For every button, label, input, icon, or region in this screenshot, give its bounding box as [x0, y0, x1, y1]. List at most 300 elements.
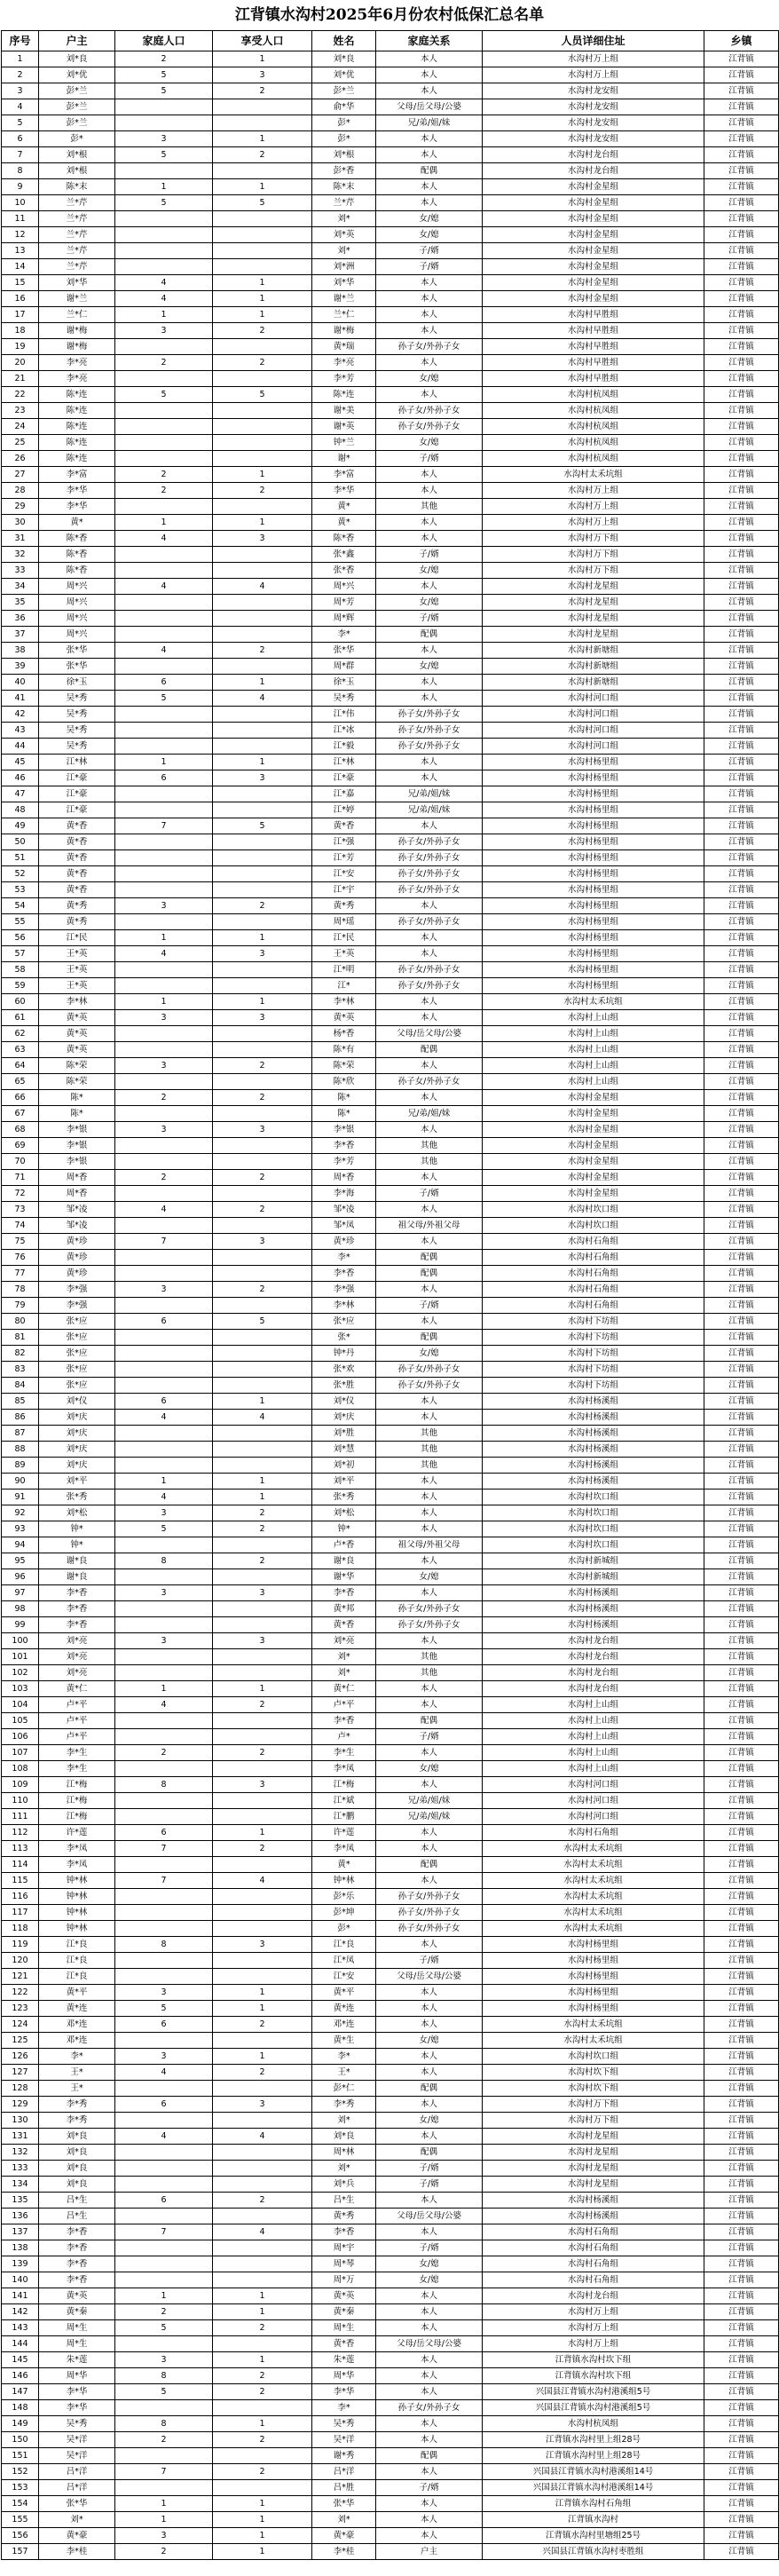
cell-relationship: 子/婿 — [376, 1953, 483, 1969]
cell-index: 103 — [2, 1681, 39, 1697]
cell-beneficiaries — [213, 99, 312, 115]
cell-relationship: 孙子女/外孙子女 — [376, 962, 483, 978]
cell-index: 20 — [2, 355, 39, 371]
table-row — [2, 1745, 779, 1761]
cell-township: 江背镇 — [704, 1202, 779, 1218]
cell-household-size: 1 — [115, 2496, 213, 2512]
cell-address: 水沟村石角组 — [483, 1282, 704, 1298]
cell-address: 水沟村万下组 — [483, 2097, 704, 2113]
table-row — [2, 515, 779, 531]
cell-relationship: 其他 — [376, 1154, 483, 1170]
cell-household-size — [115, 1857, 213, 1873]
cell-name: 兰*芹 — [312, 195, 376, 211]
cell-household-size — [115, 1378, 213, 1394]
cell-relationship: 女/媳 — [376, 659, 483, 675]
cell-name: 周*林 — [312, 2145, 376, 2161]
cell-name: 谢*兰 — [312, 291, 376, 307]
cell-relationship: 配偶 — [376, 163, 483, 179]
cell-township: 江背镇 — [704, 850, 779, 866]
table-row — [2, 1042, 779, 1058]
cell-township: 江背镇 — [704, 1873, 779, 1889]
cell-household-size — [115, 1186, 213, 1202]
cell-householder: 彭*兰 — [39, 99, 115, 115]
cell-name: 黄*秀 — [312, 2209, 376, 2224]
cell-township: 江背镇 — [704, 2033, 779, 2049]
cell-beneficiaries: 2 — [213, 643, 312, 659]
cell-householder: 黄*香 — [39, 818, 115, 834]
cell-household-size: 5 — [115, 147, 213, 163]
cell-address: 水沟村杨里组 — [483, 755, 704, 770]
cell-household-size — [115, 914, 213, 930]
table-row — [2, 2129, 779, 2145]
cell-householder: 黄*秦 — [39, 2304, 115, 2320]
cell-index: 157 — [2, 2544, 39, 2560]
cell-township: 江背镇 — [704, 2448, 779, 2464]
table-row — [2, 2049, 779, 2065]
table-row — [2, 1681, 779, 1697]
cell-index: 15 — [2, 275, 39, 291]
cell-beneficiaries: 1 — [213, 291, 312, 307]
cell-beneficiaries: 1 — [213, 467, 312, 483]
cell-address: 水沟村金星组 — [483, 211, 704, 227]
cell-household-size: 2 — [115, 2304, 213, 2320]
cell-name: 黄*瑞 — [312, 339, 376, 355]
table-row — [2, 818, 779, 834]
cell-township: 江背镇 — [704, 1474, 779, 1489]
cell-index: 105 — [2, 1713, 39, 1729]
table-row — [2, 2336, 779, 2352]
cell-relationship: 本人 — [376, 1489, 483, 1505]
cell-household-size: 6 — [115, 770, 213, 786]
cell-township: 江背镇 — [704, 2129, 779, 2145]
cell-name: 刘*仪 — [312, 1394, 376, 1410]
cell-index: 101 — [2, 1649, 39, 1665]
cell-householder: 李*凤 — [39, 1841, 115, 1857]
cell-beneficiaries: 3 — [213, 946, 312, 962]
cell-household-size: 6 — [115, 1825, 213, 1841]
cell-householder: 黄*香 — [39, 834, 115, 850]
cell-beneficiaries: 2 — [213, 1553, 312, 1569]
cell-beneficiaries: 3 — [213, 770, 312, 786]
cell-relationship: 配偶 — [376, 1042, 483, 1058]
cell-index: 141 — [2, 2288, 39, 2304]
table-row — [2, 1234, 779, 1250]
cell-name: 刘* — [312, 1649, 376, 1665]
cell-household-size: 5 — [115, 2320, 213, 2336]
cell-name: 彭* — [312, 115, 376, 131]
table-row — [2, 659, 779, 675]
cell-household-size — [115, 435, 213, 451]
cell-address: 水沟村龙台组 — [483, 163, 704, 179]
cell-address: 水沟村石角组 — [483, 2224, 704, 2240]
cell-household-size — [115, 371, 213, 387]
cell-household-size — [115, 611, 213, 627]
cell-township: 江背镇 — [704, 739, 779, 755]
cell-householder: 刘*庆 — [39, 1458, 115, 1474]
cell-name: 李*海 — [312, 1186, 376, 1202]
cell-name: 李*桂 — [312, 2544, 376, 2560]
cell-beneficiaries — [213, 1905, 312, 1921]
cell-address: 水沟村太禾坑组 — [483, 2033, 704, 2049]
cell-householder: 吕*洋 — [39, 2480, 115, 2496]
cell-address: 水沟村坎口组 — [483, 1505, 704, 1521]
cell-beneficiaries — [213, 627, 312, 643]
cell-householder: 刘*优 — [39, 67, 115, 83]
cell-householder: 周*生 — [39, 2320, 115, 2336]
cell-index: 25 — [2, 435, 39, 451]
cell-household-size — [115, 403, 213, 419]
cell-householder: 钟*林 — [39, 1905, 115, 1921]
cell-relationship: 子/婿 — [376, 2161, 483, 2177]
cell-name: 邹*凤 — [312, 1218, 376, 1234]
cell-household-size — [115, 563, 213, 579]
cell-index: 46 — [2, 770, 39, 786]
cell-household-size — [115, 1905, 213, 1921]
cell-index: 55 — [2, 914, 39, 930]
cell-township: 江背镇 — [704, 323, 779, 339]
cell-beneficiaries: 2 — [213, 1202, 312, 1218]
cell-relationship: 女/媳 — [376, 2272, 483, 2288]
cell-address: 水沟村下坊组 — [483, 1346, 704, 1362]
cell-relationship: 子/婿 — [376, 243, 483, 259]
cell-household-size: 8 — [115, 1937, 213, 1953]
cell-township: 江背镇 — [704, 707, 779, 723]
cell-beneficiaries — [213, 786, 312, 802]
table-row — [2, 1410, 779, 1426]
cell-householder: 刘* — [39, 2512, 115, 2528]
cell-name: 李*林 — [312, 994, 376, 1010]
cell-beneficiaries — [213, 547, 312, 563]
cell-address: 水沟村上山组 — [483, 1026, 704, 1042]
cell-index: 113 — [2, 1841, 39, 1857]
cell-beneficiaries: 4 — [213, 1410, 312, 1426]
cell-index: 146 — [2, 2368, 39, 2384]
cell-household-size — [115, 962, 213, 978]
cell-beneficiaries — [213, 978, 312, 994]
cell-name: 刘*良 — [312, 51, 376, 67]
cell-address: 水沟村金星组 — [483, 275, 704, 291]
cell-address: 水沟村杨里组 — [483, 786, 704, 802]
cell-name: 谢*梅 — [312, 323, 376, 339]
cell-beneficiaries: 3 — [213, 1937, 312, 1953]
cell-township: 江背镇 — [704, 387, 779, 403]
cell-township: 江背镇 — [704, 930, 779, 946]
cell-relationship: 女/媳 — [376, 435, 483, 451]
cell-relationship: 本人 — [376, 179, 483, 195]
cell-address: 水沟村杨里组 — [483, 770, 704, 786]
cell-township: 江背镇 — [704, 1489, 779, 1505]
cell-address: 水沟村龙星组 — [483, 579, 704, 595]
table-row — [2, 691, 779, 707]
cell-household-size: 7 — [115, 1841, 213, 1857]
cell-relationship: 父母/岳父母/公婆 — [376, 1969, 483, 1985]
cell-index: 133 — [2, 2161, 39, 2177]
cell-index: 30 — [2, 515, 39, 531]
cell-relationship: 子/婿 — [376, 2177, 483, 2193]
cell-household-size — [115, 1617, 213, 1633]
cell-householder: 钟*林 — [39, 1873, 115, 1889]
cell-relationship: 孙子女/外孙子女 — [376, 2400, 483, 2416]
table-row — [2, 1601, 779, 1617]
table-row — [2, 2512, 779, 2528]
cell-name: 张*秀 — [312, 1489, 376, 1505]
cell-relationship: 本人 — [376, 579, 483, 595]
cell-name: 李* — [312, 627, 376, 643]
cell-index: 11 — [2, 211, 39, 227]
cell-householder: 陈*香 — [39, 547, 115, 563]
table-row — [2, 1649, 779, 1665]
cell-address: 水沟村杨里组 — [483, 978, 704, 994]
table-row — [2, 67, 779, 83]
cell-householder: 李*强 — [39, 1298, 115, 1314]
cell-householder: 李*桂 — [39, 2544, 115, 2560]
cell-name: 彭*兰 — [312, 83, 376, 99]
cell-name: 钟* — [312, 1521, 376, 1537]
cell-address: 水沟村万上组 — [483, 2304, 704, 2320]
cell-index: 108 — [2, 1761, 39, 1777]
cell-household-size — [115, 723, 213, 739]
table-row — [2, 1985, 779, 2001]
table-row — [2, 2177, 779, 2193]
cell-township: 江背镇 — [704, 291, 779, 307]
cell-household-size — [115, 1713, 213, 1729]
cell-address: 水沟村万下组 — [483, 531, 704, 547]
cell-relationship: 本人 — [376, 67, 483, 83]
cell-household-size — [115, 451, 213, 467]
table-row — [2, 419, 779, 435]
cell-name: 刘* — [312, 211, 376, 227]
table-row — [2, 1969, 779, 1985]
cell-household-size: 2 — [115, 1745, 213, 1761]
cell-household-size: 6 — [115, 675, 213, 691]
cell-address: 水沟村石角组 — [483, 1234, 704, 1250]
cell-index: 98 — [2, 1601, 39, 1617]
cell-household-size — [115, 227, 213, 243]
cell-township: 江背镇 — [704, 1042, 779, 1058]
cell-name: 周*琴 — [312, 2256, 376, 2272]
cell-township: 江背镇 — [704, 2209, 779, 2224]
cell-beneficiaries — [213, 1953, 312, 1969]
cell-index: 59 — [2, 978, 39, 994]
cell-householder: 江*梅 — [39, 1793, 115, 1809]
cell-householder: 张*应 — [39, 1346, 115, 1362]
cell-householder: 王*英 — [39, 962, 115, 978]
cell-relationship: 孙子女/外孙子女 — [376, 723, 483, 739]
table-row — [2, 786, 779, 802]
table-row — [2, 1841, 779, 1857]
cell-relationship: 孙子女/外孙子女 — [376, 882, 483, 898]
cell-beneficiaries — [213, 739, 312, 755]
cell-household-size: 7 — [115, 818, 213, 834]
cell-household-size: 6 — [115, 2097, 213, 2113]
cell-name: 李* — [312, 1250, 376, 1266]
cell-address: 水沟村下坊组 — [483, 1378, 704, 1394]
cell-householder: 邓*连 — [39, 2033, 115, 2049]
cell-beneficiaries — [213, 2400, 312, 2416]
cell-household-size: 1 — [115, 1681, 213, 1697]
table-row — [2, 770, 779, 786]
cell-address: 水沟村太禾坑组 — [483, 1873, 704, 1889]
cell-beneficiaries: 2 — [213, 1058, 312, 1074]
cell-township: 江背镇 — [704, 99, 779, 115]
cell-township: 江背镇 — [704, 1298, 779, 1314]
cell-township: 江背镇 — [704, 1905, 779, 1921]
cell-relationship: 女/媳 — [376, 371, 483, 387]
cell-relationship: 本人 — [376, 1937, 483, 1953]
cell-household-size — [115, 1665, 213, 1681]
cell-township: 江背镇 — [704, 1649, 779, 1665]
cell-address: 水沟村杨里组 — [483, 1937, 704, 1953]
cell-householder: 兰*芹 — [39, 259, 115, 275]
cell-household-size — [115, 866, 213, 882]
table-row — [2, 675, 779, 691]
cell-township: 江背镇 — [704, 2416, 779, 2432]
cell-beneficiaries — [213, 2256, 312, 2272]
cell-township: 江背镇 — [704, 1218, 779, 1234]
cell-township: 江背镇 — [704, 1282, 779, 1298]
cell-relationship: 本人 — [376, 275, 483, 291]
cell-householder: 江*豪 — [39, 802, 115, 818]
cell-index: 122 — [2, 1985, 39, 2001]
table-row — [2, 627, 779, 643]
table-row — [2, 1873, 779, 1889]
cell-beneficiaries: 2 — [213, 898, 312, 914]
roster-table — [1, 30, 779, 2560]
cell-householder: 王*英 — [39, 946, 115, 962]
cell-index: 87 — [2, 1426, 39, 1442]
cell-relationship: 本人 — [376, 1585, 483, 1601]
cell-relationship: 父母/岳父母/公婆 — [376, 99, 483, 115]
cell-name: 江*宇 — [312, 882, 376, 898]
cell-index: 79 — [2, 1298, 39, 1314]
cell-relationship: 其他 — [376, 1138, 483, 1154]
cell-address: 水沟村杭凤组 — [483, 451, 704, 467]
cell-address: 兴国县江背镇水沟村枣胜组 — [483, 2544, 704, 2560]
cell-relationship: 本人 — [376, 2512, 483, 2528]
cell-household-size: 8 — [115, 1553, 213, 1569]
cell-householder: 李*凤 — [39, 1857, 115, 1873]
cell-name: 江*豪 — [312, 770, 376, 786]
cell-township: 江背镇 — [704, 627, 779, 643]
cell-beneficiaries — [213, 1154, 312, 1170]
header-beneficiaries: 享受人口 — [213, 31, 312, 51]
table-row — [2, 1569, 779, 1585]
cell-township: 江背镇 — [704, 1010, 779, 1026]
cell-householder: 周*兴 — [39, 595, 115, 611]
cell-name: 李*凤 — [312, 1761, 376, 1777]
cell-relationship: 本人 — [376, 1505, 483, 1521]
cell-index: 118 — [2, 1921, 39, 1937]
cell-index: 35 — [2, 595, 39, 611]
cell-name: 周*生 — [312, 2320, 376, 2336]
table-row — [2, 563, 779, 579]
cell-beneficiaries — [213, 1186, 312, 1202]
table-row — [2, 1889, 779, 1905]
cell-name: 李*华 — [312, 2384, 376, 2400]
cell-name: 卢* — [312, 1729, 376, 1745]
cell-beneficiaries: 3 — [213, 1122, 312, 1138]
cell-household-size — [115, 802, 213, 818]
table-row — [2, 2145, 779, 2161]
cell-name: 陈*荣 — [312, 1058, 376, 1074]
cell-address: 水沟村上山组 — [483, 1713, 704, 1729]
cell-name: 王*英 — [312, 946, 376, 962]
cell-relationship: 其他 — [376, 1442, 483, 1458]
cell-address: 水沟村上山组 — [483, 1010, 704, 1026]
cell-beneficiaries: 1 — [213, 930, 312, 946]
cell-relationship: 女/媳 — [376, 1346, 483, 1362]
cell-householder: 钟*林 — [39, 1889, 115, 1905]
cell-name: 李*秀 — [312, 2097, 376, 2113]
cell-householder: 谢*良 — [39, 1553, 115, 1569]
cell-name: 陈*连 — [312, 387, 376, 403]
table-row — [2, 1537, 779, 1553]
cell-address: 水沟村新塘组 — [483, 659, 704, 675]
cell-name: 俞*华 — [312, 99, 376, 115]
cell-relationship: 子/婿 — [376, 1298, 483, 1314]
cell-address: 水沟村杨里组 — [483, 2001, 704, 2017]
cell-name: 张* — [312, 1330, 376, 1346]
cell-name: 刘*胜 — [312, 1426, 376, 1442]
cell-township: 江背镇 — [704, 2081, 779, 2097]
cell-relationship: 本人 — [376, 83, 483, 99]
cell-index: 121 — [2, 1969, 39, 1985]
table-row — [2, 99, 779, 115]
cell-beneficiaries — [213, 1138, 312, 1154]
cell-beneficiaries — [213, 2448, 312, 2464]
cell-index: 63 — [2, 1042, 39, 1058]
cell-beneficiaries: 1 — [213, 1394, 312, 1410]
cell-relationship: 孙子女/外孙子女 — [376, 1921, 483, 1937]
cell-address: 水沟村新塘组 — [483, 643, 704, 659]
cell-householder: 陈*末 — [39, 179, 115, 195]
cell-index: 138 — [2, 2240, 39, 2256]
cell-household-size — [115, 595, 213, 611]
cell-name: 江*安 — [312, 1969, 376, 1985]
table-row — [2, 1106, 779, 1122]
cell-household-size: 5 — [115, 195, 213, 211]
cell-address: 水沟村河口组 — [483, 707, 704, 723]
cell-householder: 黄*珍 — [39, 1250, 115, 1266]
cell-index: 3 — [2, 83, 39, 99]
table-row — [2, 2368, 779, 2384]
cell-township: 江背镇 — [704, 834, 779, 850]
cell-household-size — [115, 786, 213, 802]
cell-township: 江背镇 — [704, 882, 779, 898]
cell-beneficiaries: 5 — [213, 387, 312, 403]
cell-address: 水沟村杭凤组 — [483, 435, 704, 451]
cell-index: 65 — [2, 1074, 39, 1090]
cell-address: 水沟村早胜组 — [483, 323, 704, 339]
cell-householder: 陈*荣 — [39, 1074, 115, 1090]
cell-householder: 李*亮 — [39, 355, 115, 371]
cell-beneficiaries — [213, 1569, 312, 1585]
cell-relationship: 配偶 — [376, 1250, 483, 1266]
cell-household-size: 4 — [115, 1410, 213, 1426]
cell-township: 江背镇 — [704, 755, 779, 770]
cell-relationship: 本人 — [376, 2432, 483, 2448]
cell-township: 江背镇 — [704, 355, 779, 371]
cell-name: 黄*英 — [312, 1010, 376, 1026]
cell-name: 钟*林 — [312, 1873, 376, 1889]
cell-householder: 刘*平 — [39, 1474, 115, 1489]
cell-householder: 李*富 — [39, 467, 115, 483]
cell-address: 水沟村新城组 — [483, 1569, 704, 1585]
cell-relationship: 本人 — [376, 2320, 483, 2336]
cell-beneficiaries: 1 — [213, 2049, 312, 2065]
table-row — [2, 2272, 779, 2288]
cell-name: 黄*香 — [312, 2336, 376, 2352]
